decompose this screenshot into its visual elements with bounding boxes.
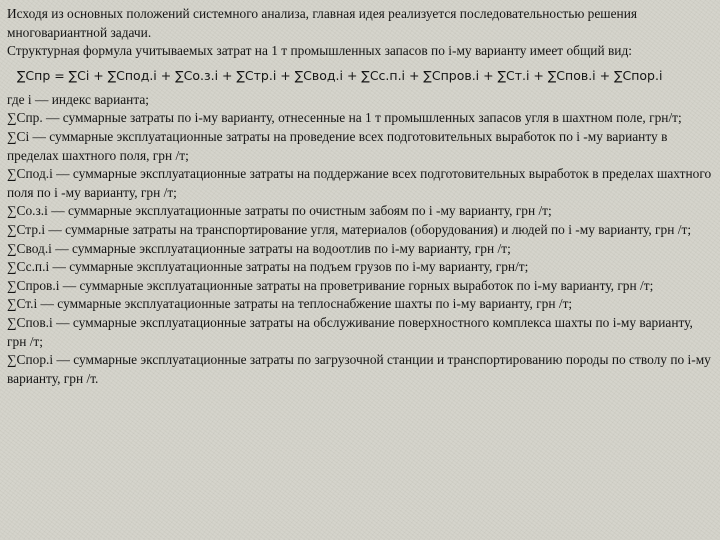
definition-hoisting: ∑Сс.п.i — суммарные эксплуатационные затраты на подъем грузов по i-му варианту, грн/т; xyxy=(7,259,529,275)
definition-preparatory-workings: ∑Сi — суммарные эксплуатационные затраты на проведение всех подготовительных выработок по i -му варианту в пределах шахтного поля, грн /т; xyxy=(7,128,668,163)
definition-transport: ∑Стр.i — суммарные затраты на транспортирование угля, материалов (оборудования) и людей по i -му варианту, грн /т; xyxy=(7,221,692,237)
definition-loading-station: ∑Спор.i — суммарные эксплуатационные затраты по загрузочной станции и транспортированию породы по стволу по i-му варианту, грн /т. xyxy=(7,352,711,386)
document-page xyxy=(7,5,713,388)
definition-index-i: где i — индекс варианта; xyxy=(7,91,150,107)
definitions-list xyxy=(7,91,713,389)
definition-surface-complex: ∑Спов.i — суммарные эксплуатационные затраты на обслуживание поверхностного комплекса шахты по i-му варианту, грн /т; xyxy=(7,314,693,349)
formula-intro-paragraph: Структурная формула учитываемых затрат на 1 т промышленных запасов по i-му варианту имеет общий вид: xyxy=(7,43,632,59)
definition-total-cost: ∑Спр. — суммарные затраты по i-му варианту, отнесенные на 1 т промышленных запасов угля в шахтном поле, грн/т; xyxy=(7,110,682,126)
definition-drainage: ∑Свод.i — суммарные эксплуатационные затраты на водоотлив по i-му варианту, грн /т; xyxy=(7,240,511,256)
definition-maintenance: ∑Спод.i — суммарные эксплуатационные затраты на поддержание всех подготовительных выработок в пределах шахтного поля по i -му варианту, грн /т; xyxy=(7,166,712,200)
intro-paragraph: Исходя из основных положений системного анализа, главная идея реализуется последовательностью решения многовариантной задачи. xyxy=(7,6,638,40)
definition-heating: ∑Ст.i — суммарные эксплуатационные затраты на теплоснабжение шахты по i-му варианту, грн /т; xyxy=(7,296,573,312)
definition-ventilation: ∑Спров.i — суммарные эксплуатационные затраты на проветривание горных выработок по i-му варианту, грн /т; xyxy=(7,277,654,293)
definition-stope-faces: ∑Со.з.i — суммарные эксплуатационные затраты по очистным забоям по i -му варианту, грн /т; xyxy=(7,203,552,219)
cost-formula: ∑Спр = ∑Сi + ∑Спод.i + ∑Со.з.i + ∑Стр.i + ∑Свод.i + ∑Сс.п.i + ∑Спров.i + ∑Ст.i + ∑Спов.i + ∑Спор.i xyxy=(17,67,663,83)
